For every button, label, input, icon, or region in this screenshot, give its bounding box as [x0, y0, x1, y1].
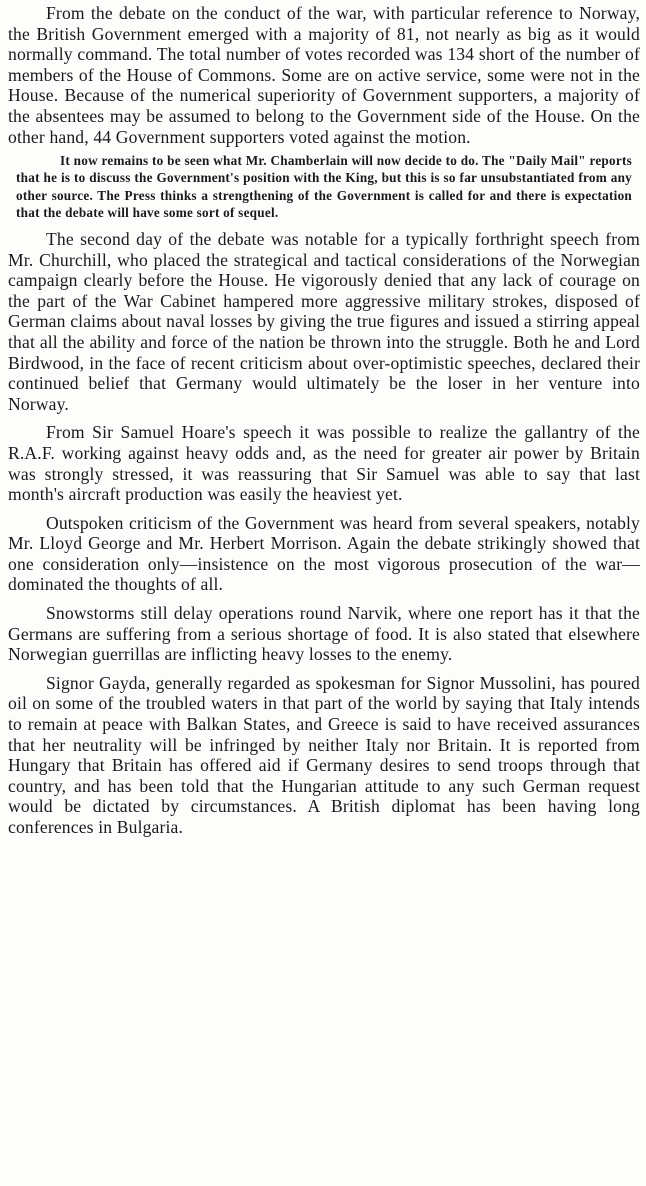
paragraph-chamberlain-bulletin: It now remains to be seen what Mr. Chamberlain will now decide to do. The "Daily Mail" reports that he is to discuss the Government's position with the King, but this is so far unsubstantiated from any other source. The Press thinks a strengthening of the Government is called for and there is expectation that the debate will have some sort of sequel. — [16, 153, 632, 220]
paragraph-hoare-speech: From Sir Samuel Hoare's speech it was possible to realize the gallantry of the R.A.F. working against heavy odds and, as the need for greater air power by Britain was strongly stressed, it was reassuring that Sir Samuel was able to say that last month's aircraft production was easily the heaviest yet. — [8, 422, 640, 505]
paragraph-criticism: Outspoken criticism of the Government was heard from several speakers, notably Mr. Lloyd George and Mr. Herbert Morrison. Again the debate strikingly showed that one consideration only—insistence on the most vigorous prosecution of the war—dominated the thoughts of all. — [8, 512, 640, 595]
paragraph-gayda-balkans: Signor Gayda, generally regarded as spokesman for Signor Mussolini, has poured oil on some of the troubled waters in that part of the world by saying that Italy intends to remain at peace with Balkan States, and Greece is said to have received assurances that her neutrality will be infringed by neither Italy nor Britain. It is reported from Hungary that Britain has offered aid if Germany desires to send troops through that country, and has been told that the Hungarian attitude to any such German request would be dictated by circumstances. A British diplomat has been having long conferences in Bulgaria. — [8, 672, 640, 837]
paragraph-churchill-speech: The second day of the debate was notable for a typically forthright speech from Mr. Churchill, who placed the strategical and tactical considerations of the Norwegian campaign clearly before the House. He vigorously denied that any lack of courage on the part of the War Cabinet hampered more aggressive military strokes, disposed of German claims about naval losses by giving the true figures and issued a stirring appeal that all the ability and force of the nation be thrown into the struggle. Both he and Lord Birdwood, in the face of recent criticism about over-optimistic speeches, declared their continued belief that Germany would ultimately be the loser in her venture into Norway. — [8, 228, 640, 414]
paragraph-narvik: Snowstorms still delay operations round Narvik, where one report has it that the Germans are suffering from a serious shortage of food. It is also stated that elsewhere Norwegian guerrillas are inflicting heavy losses to the enemy. — [8, 603, 640, 665]
paragraph-vote-result: From the debate on the conduct of the war, with particular reference to Norway, the British Government emerged with a majority of 81, not nearly as big as it would normally command. The total number of votes recorded was 134 short of the number of members of the House of Commons. Some are on active service, some were not in the House. Because of the numerical superiority of Government supporters, a majority of the absentees may be assumed to belong to the Government side of the House. On the other hand, 44 Government supporters voted against the motion. — [8, 3, 640, 147]
